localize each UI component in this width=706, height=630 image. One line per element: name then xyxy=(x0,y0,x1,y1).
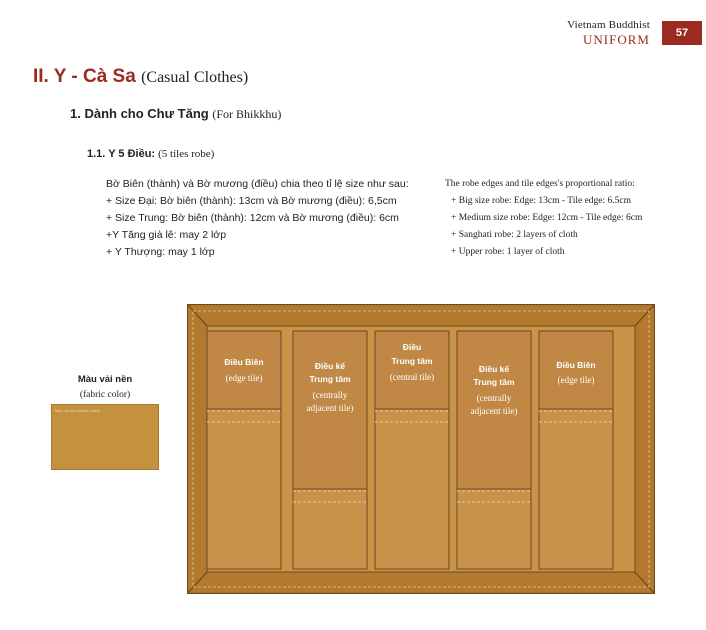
panel-sublabel: (central tile) xyxy=(389,372,435,382)
vi-line: + Y Thượng: may 1 lớp xyxy=(106,246,215,258)
vi-line: Bờ Biên (thành) và Bờ mương (điều) chia theo tỉ lệ size như sau: xyxy=(106,178,409,190)
panel-top-section xyxy=(539,331,613,409)
panel-adjacent-tile-left xyxy=(293,331,367,569)
panel-edge-tile-right xyxy=(539,331,613,569)
fabric-color-swatch xyxy=(51,404,159,470)
english-description xyxy=(445,176,642,261)
vi-line: + Size Trung: Bờ biên (thành): 12cm và Bờ mương (điều): 6cm xyxy=(106,212,399,224)
en-line: + Big size robe: Edge: 13cm - Tile edge: 6.5cm xyxy=(451,196,632,206)
brand-header xyxy=(567,20,650,46)
panel-label: Điều kế xyxy=(314,361,346,371)
heading-bhikkhu-text: 1. Dành cho Chư Tăng xyxy=(70,106,209,121)
panel-label: Trung tâm xyxy=(309,374,351,384)
heading-bhikkhu-subtitle: (For Bhikkhu) xyxy=(212,107,282,121)
section-title-text: II. Y - Cà Sa xyxy=(33,66,136,87)
panel-sublabel: adjacent tile) xyxy=(306,403,354,413)
vi-line: + Size Đại: Bờ biên (thành): 13cm và Bờ mương (điều): 6,5cm xyxy=(106,195,397,207)
panel-sublabel: (centrally xyxy=(476,393,512,403)
panel-sublabel: (edge tile) xyxy=(557,375,595,385)
heading-bhikkhu xyxy=(70,106,281,122)
heading-5-tiles-text: 1.1. Y 5 Điều: xyxy=(87,148,156,160)
robe-border-left xyxy=(187,304,207,594)
en-line: + Upper robe: 1 layer of cloth xyxy=(451,247,565,257)
panel-label: Điều Biên xyxy=(224,357,264,367)
vietnamese-description xyxy=(106,176,409,261)
robe-diagram xyxy=(187,304,655,594)
panel-central-tile xyxy=(375,331,449,569)
panel-label: Điều xyxy=(402,342,422,352)
panel-top-section xyxy=(207,331,281,409)
en-line: + Medium size robe: Edge: 12cm - Tile edge: 6cm xyxy=(451,213,643,223)
heading-5-tiles-robe xyxy=(87,148,214,160)
en-line: The robe edges and tile edges's proportional ratio: xyxy=(445,179,635,189)
brand-line2: UNIFORM xyxy=(583,32,650,47)
panel-sublabel: adjacent tile) xyxy=(470,406,518,416)
panel-sublabel: (edge tile) xyxy=(225,373,263,383)
heading-5-tiles-subtitle: (5 tiles robe) xyxy=(158,148,215,160)
section-subtitle: (Casual Clothes) xyxy=(141,69,249,86)
robe-border-bottom xyxy=(187,572,655,594)
vi-line: +Y Tăng già lê: may 2 lớp xyxy=(106,229,227,241)
panel-adjacent-tile-right xyxy=(457,331,531,569)
panel-label: Trung tâm xyxy=(473,377,515,387)
panel-label: Điều Biên xyxy=(556,360,596,370)
panel-edge-tile-left xyxy=(207,331,281,569)
en-line: + Sanghati robe: 2 layers of cloth xyxy=(451,230,578,240)
fabric-color-sublabel: (fabric color) xyxy=(79,390,131,400)
robe-border-top xyxy=(187,304,655,326)
robe-border-right xyxy=(635,304,655,594)
panel-sublabel: (centrally xyxy=(312,390,348,400)
fabric-color-label: Màu vải nền xyxy=(77,374,133,385)
swatch-caption: Màu vải nền (fabric color) xyxy=(55,408,101,413)
panel-label: Trung tâm xyxy=(391,356,433,366)
page-number: 57 xyxy=(662,21,702,45)
brand-line1: Vietnam Buddhist xyxy=(567,19,650,31)
section-title xyxy=(33,66,248,88)
panel-label: Điều kế xyxy=(478,364,510,374)
